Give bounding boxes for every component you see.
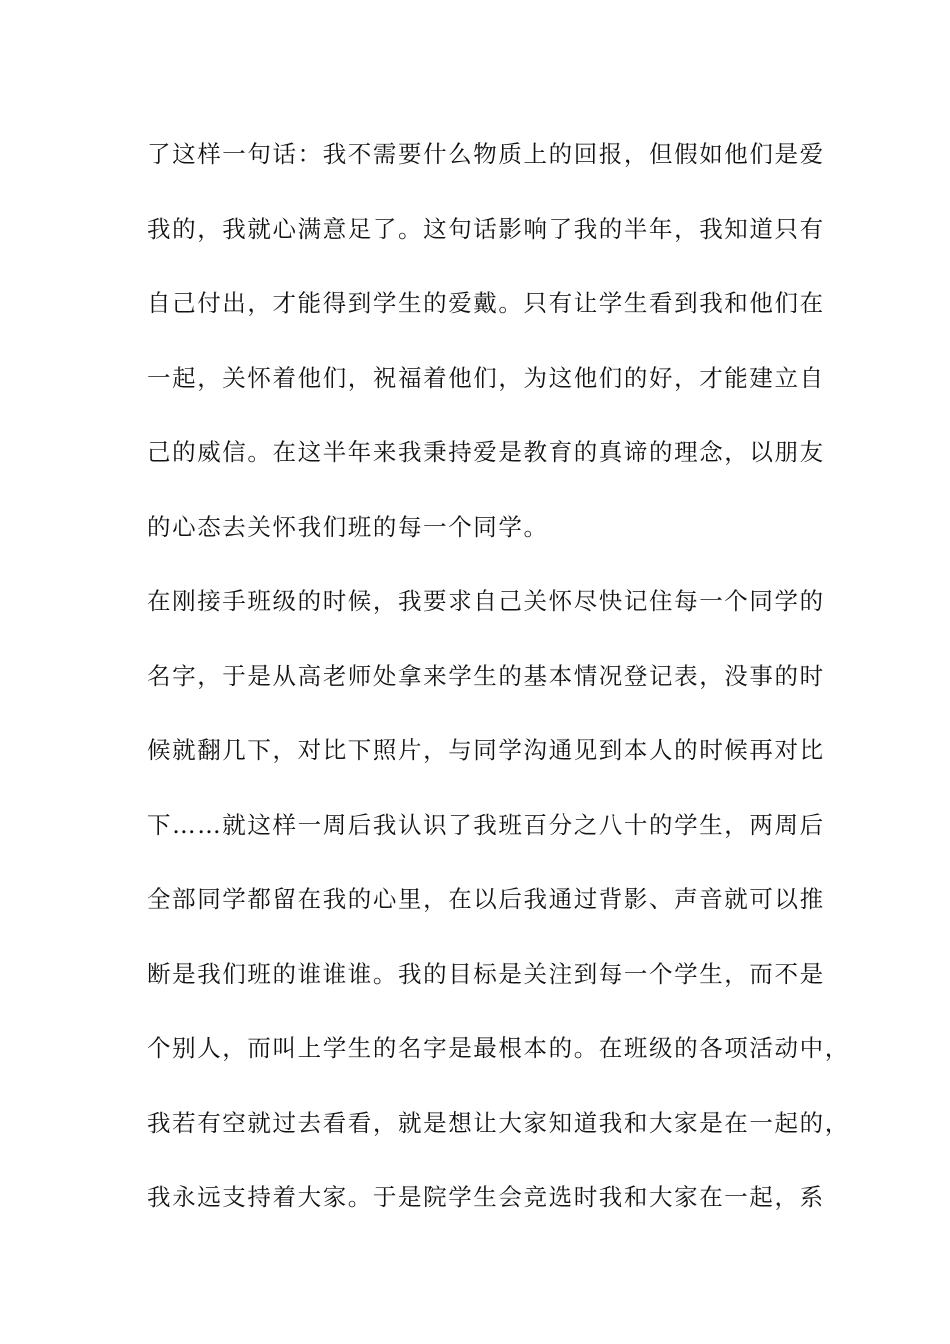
text-line: 我的，我就心满意足了。这句话影响了我的半年，我知道只有 bbox=[147, 214, 825, 243]
text-line: 名字，于是从高老师处拿来学生的基本情况登记表，没事的时 bbox=[147, 661, 825, 690]
body-text bbox=[147, 128, 850, 1246]
text-line: 我若有空就过去看看，就是想让大家知道我和大家是在一起的， bbox=[147, 1108, 850, 1137]
text-line: 我永远支持着大家。于是院学生会竞选时我和大家在一起，系 bbox=[147, 1183, 825, 1211]
text-line: 一起，关怀着他们，祝福着他们，为这他们的好，才能建立自 bbox=[147, 363, 825, 392]
text-line: 在刚接手班级的时候，我要求自己关怀尽快记住每一个同学的 bbox=[147, 587, 825, 615]
text-line: 下……就这样一周后我认识了我班百分之八十的学生，两周后 bbox=[147, 810, 825, 839]
text-line: 全部同学都留在我的心里，在以后我通过背影、声音就可以推 bbox=[147, 885, 825, 913]
text-line: 断是我们班的谁谁谁。我的目标是关注到每一个学生，而不是 bbox=[147, 959, 825, 988]
text-line: 个别人，而叫上学生的名字是最根本的。在班级的各项活动中， bbox=[147, 1034, 850, 1062]
text-line: 了这样一句话：我不需要什么物质上的回报，但假如他们是爱 bbox=[147, 140, 825, 168]
text-line: 己的威信。在这半年来我秉持爱是教育的真谛的理念，以朋友 bbox=[147, 438, 825, 466]
text-line: 自己付出，才能得到学生的爱戴。只有让学生看到我和他们在 bbox=[147, 289, 825, 317]
text-line: 候就翻几下，对比下照片，与同学沟通见到本人的时候再对比 bbox=[147, 736, 825, 764]
text-line: 的心态去关怀我们班的每一个同学。 bbox=[147, 512, 549, 541]
